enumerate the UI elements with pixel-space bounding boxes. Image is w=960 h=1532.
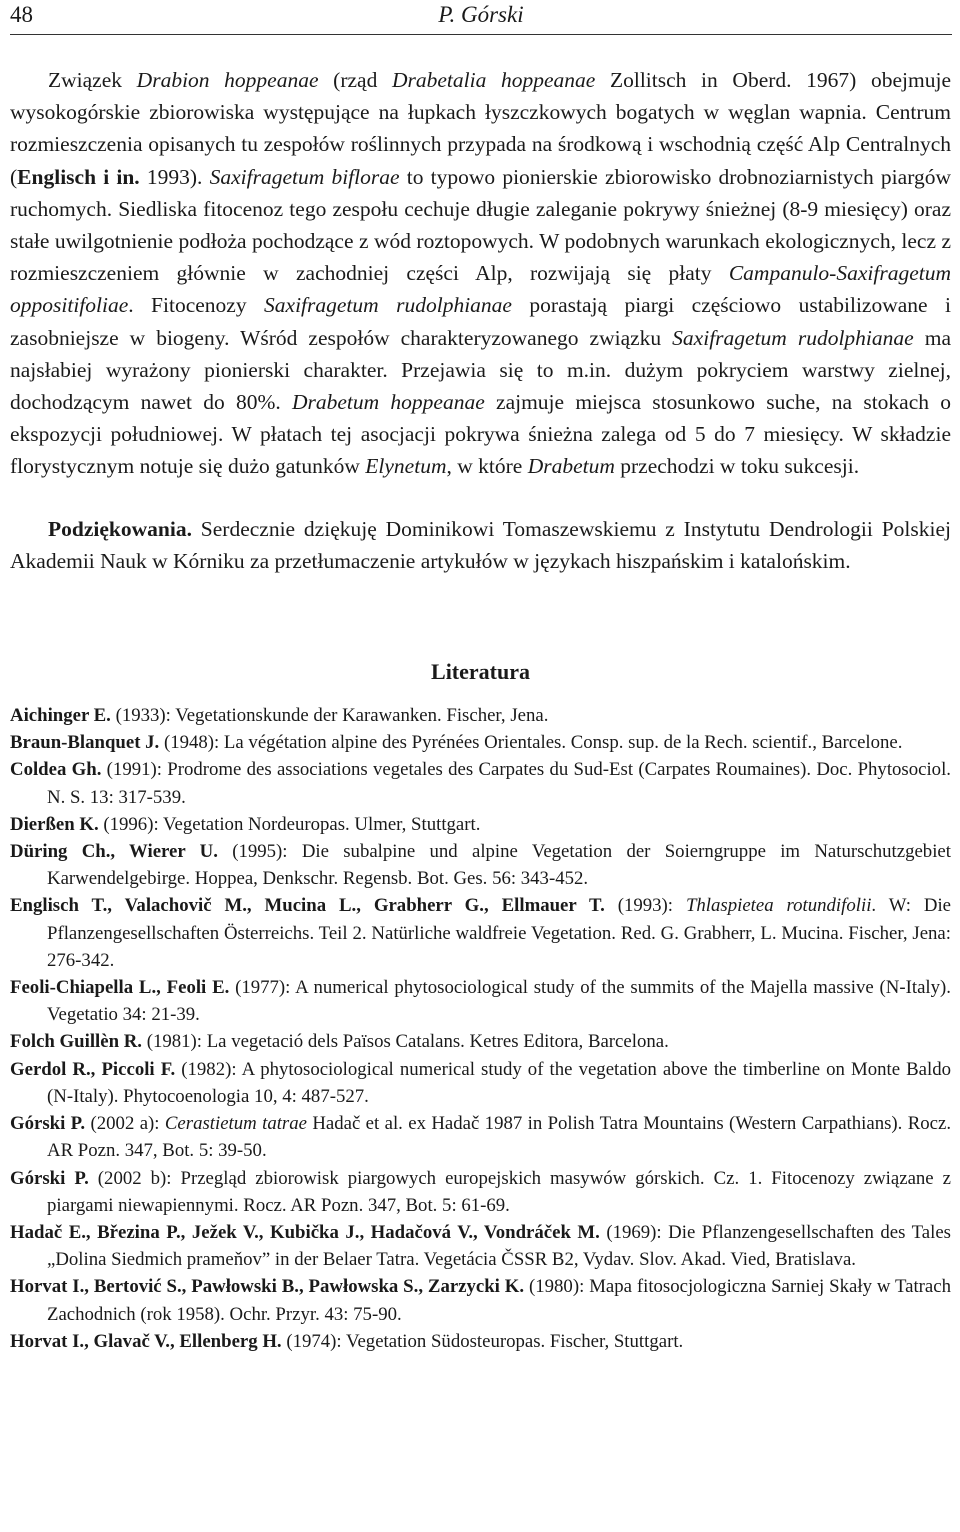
reference-taxon: Cerastietum tatrae — [164, 1113, 307, 1135]
page-header — [10, 0, 952, 35]
acknowledgements-text: Serdecznie dziękuję Dominikowi Tomaszewskiemu z Instytutu Dendrologii Polskiej Akademii Nauk w Kórniku za przetłumaczenie artykułów w językach hiszpańskim i katalońskim. — [10, 516, 951, 573]
reference-item — [10, 1328, 951, 1355]
reference-text: (1995): Die subalpine und alpine Vegetation der Soierngruppe im Naturschutzgebiet Karwendelgebirge. Hoppea, Denkschr. Regensb. Bot. Ges. 56: 343-452. — [47, 841, 951, 890]
reference-item — [10, 838, 951, 892]
reference-authors: Górski P. — [10, 1113, 86, 1135]
reference-authors: Gerdol R., Piccoli F. — [10, 1058, 176, 1080]
text-run: przechodzi w toku sukcesji. — [614, 454, 860, 479]
reference-item — [10, 811, 951, 838]
reference-authors: Dierßen K. — [10, 813, 99, 835]
reference-item — [10, 1110, 951, 1164]
running-title: P. Górski — [438, 2, 524, 27]
reference-text: (1977): A numerical phytosociological study of the summits of the Majella massive (N-Italy). Vegetatio 34: 21-39. — [47, 977, 951, 1026]
reference-text: (1969): Die Pflanzengesellschaften des Tales „Dolina Siedmich prameňov” in der Belaer Tatra. Vegetácia ČSSR B2, Vydav. Slov. Akad. Vied, Bratislava. — [47, 1221, 951, 1271]
text-run: 1993). — [139, 164, 210, 189]
text-run: Zollitsch in Oberd. 1967) obejmuje wysokogórskie zbiorowiska występujące na łupkach łyszczkowych bogatych w węglan wapnia. Centrum rozmieszczenia opisanych tu zespołów roślinnych przypada na środkową i wschodnią część Alp Centralnych ( — [10, 68, 951, 189]
taxon-name: Drabion hoppeanae — [136, 68, 319, 92]
reference-item — [10, 974, 951, 1028]
reference-item — [10, 756, 951, 810]
text-run: (rząd — [318, 68, 392, 92]
reference-text: (1982): A phytosociological numerical study of the vegetation above the timberline on Monte Baldo (N-Italy). Phytocoenologia 10, 4: 487-527. — [47, 1058, 951, 1107]
text-run: porastają piargi częściowo ustabilizowane i zasobniejsze w biogeny. Wśród zespołów charakteryzowanego związku — [10, 293, 951, 350]
text-run: ma najsłabiej wyrażony pionierski charakter. Przejawia się to m.in. dużym pokryciem warstwy zielnej, dochodzącym nawet do 80%. — [10, 325, 951, 415]
page-body — [10, 64, 951, 1355]
page-number: 48 — [10, 2, 33, 27]
reference-authors: Horvat I., Bertović S., Pawłowski B., Pawłowska S., Zarzycki K. — [10, 1276, 525, 1298]
reference-item — [10, 1028, 951, 1055]
taxon-name: Drabetalia hoppeanae — [391, 68, 596, 92]
reference-text: (1980): Mapa fitosocjologiczna Sarniej Skały w Tatrach Zachodnich (rok 1958). Ochr. Przyr. 43: 75-90. — [47, 1276, 951, 1325]
reference-text: (1974): Vegetation Südosteuropas. Fischer, Stuttgart. — [281, 1330, 684, 1352]
taxon-name: Saxifragetum rudolphianae — [672, 325, 914, 350]
taxon-name: Saxifragetum biflorae — [209, 164, 400, 189]
reference-authors: Braun-Blanquet J. — [10, 732, 160, 754]
reference-text: Hadač et al. ex Hadač 1987 in Polish Tatra Mountains (Western Carpathians). Rocz. AR Pozn. 347, Bot. 5: 39-50. — [47, 1113, 952, 1162]
reference-text: . W: Die Pflanzengesellschaften Österreichs. Teil 2. Natürliche waldfreie Vegetation. Red. G. Grabherr, L. Mucina. Fischer, Jena: 276-342. — [47, 895, 951, 971]
reference-authors: Englisch T., Valachovič M., Mucina L., Grabherr G., Ellmauer T. — [10, 895, 605, 917]
reference-text: (2002 a): — [85, 1113, 165, 1135]
reference-text: (1948): La végétation alpine des Pyrénées Orientales. Consp. sup. de la Rech. scientif., Barcelone. — [159, 732, 903, 754]
text-run: . Fitocenozy — [128, 293, 265, 318]
reference-authors: Górski P. — [10, 1167, 89, 1189]
acknowledgements-heading: Podziękowania. — [48, 516, 192, 541]
acknowledgements-paragraph — [10, 513, 951, 577]
text-run: , w które — [446, 454, 528, 479]
citation-author: Englisch i in. — [17, 164, 140, 189]
text-run: to typowo pionierskie zbiorowisko drobnoziarnistych piargów ruchomych. Siedliska fitocenoz tego zespołu cechuje długie zaleganie pokrywy śnieżnej (8-9 miesięcy) oraz stałe uwilgotnienie podłoża pochodzące z wód roztopowych. W podobnych warunkach ekologicznych, lecz z rozmieszczeniem głównie w zachodniej części Alp, rozwijają się płaty — [10, 164, 951, 286]
reference-list — [10, 702, 951, 1355]
reference-authors: Aichinger E. — [10, 705, 111, 727]
text-run: zajmuje miejsca stosunkowo suche, na stokach o ekspozycji południowej. W płatach tej asocjacji pokrywa śnieżna zalega od 5 do 7 miesięcy. W składzie florystycznym notuje się dużo gatunków — [10, 390, 951, 479]
reference-authors: Hadač E., Březina P., Ježek V., Kubička J., Hadačová V., Vondráček M. — [10, 1221, 600, 1243]
reference-item — [10, 1273, 951, 1327]
taxon-name: Drabetum hoppeanae — [292, 390, 485, 415]
taxon-name: Saxifragetum rudolphianae — [264, 293, 512, 318]
reference-authors: Horvat I., Glavač V., Ellenberg H. — [10, 1330, 282, 1352]
reference-item — [10, 702, 951, 729]
reference-item — [10, 1056, 951, 1110]
taxon-name: Drabetum — [527, 454, 615, 479]
reference-taxon: Thlaspietea rotundifolii — [685, 895, 872, 917]
reference-item — [10, 1219, 951, 1273]
reference-authors: Coldea Gh. — [10, 759, 102, 781]
reference-text: (1991): Prodrome des associations vegetales des Carpates du Sud-Est (Carpates Roumaines). Doc. Phytosociol. N. S. 13: 317-539. — [47, 759, 951, 808]
reference-authors: Feoli-Chiapella L., Feoli E. — [10, 977, 230, 999]
reference-authors: Folch Guillèn R. — [10, 1031, 143, 1053]
body-paragraph — [10, 64, 951, 483]
taxon-name: Campanulo-Saxifragetum oppositifoliae — [10, 261, 951, 318]
reference-item — [10, 892, 951, 974]
text-run: Związek — [48, 68, 137, 92]
reference-text: (1996): Vegetation Nordeuropas. Ulmer, Stuttgart. — [98, 813, 481, 835]
reference-text: (2002 b): Przegląd zbiorowisk piargowych europejskich masywów górskich. Cz. 1. Fitocenozy związane z piargami niewapiennymi. Rocz. AR Pozn. 347, Bot. 5: 61-69. — [47, 1167, 951, 1216]
reference-text: (1981): La vegetació dels Països Catalans. Ketres Editora, Barcelona. — [142, 1031, 669, 1053]
reference-item — [10, 1165, 951, 1219]
reference-text: (1933): Vegetationskunde der Karawanken. Fischer, Jena. — [110, 705, 549, 727]
reference-text: (1993): — [604, 895, 686, 917]
taxon-name: Elynetum — [365, 454, 447, 479]
literature-heading: Literatura — [431, 659, 530, 685]
reference-item — [10, 729, 951, 756]
reference-authors: Düring Ch., Wierer U. — [10, 841, 218, 863]
